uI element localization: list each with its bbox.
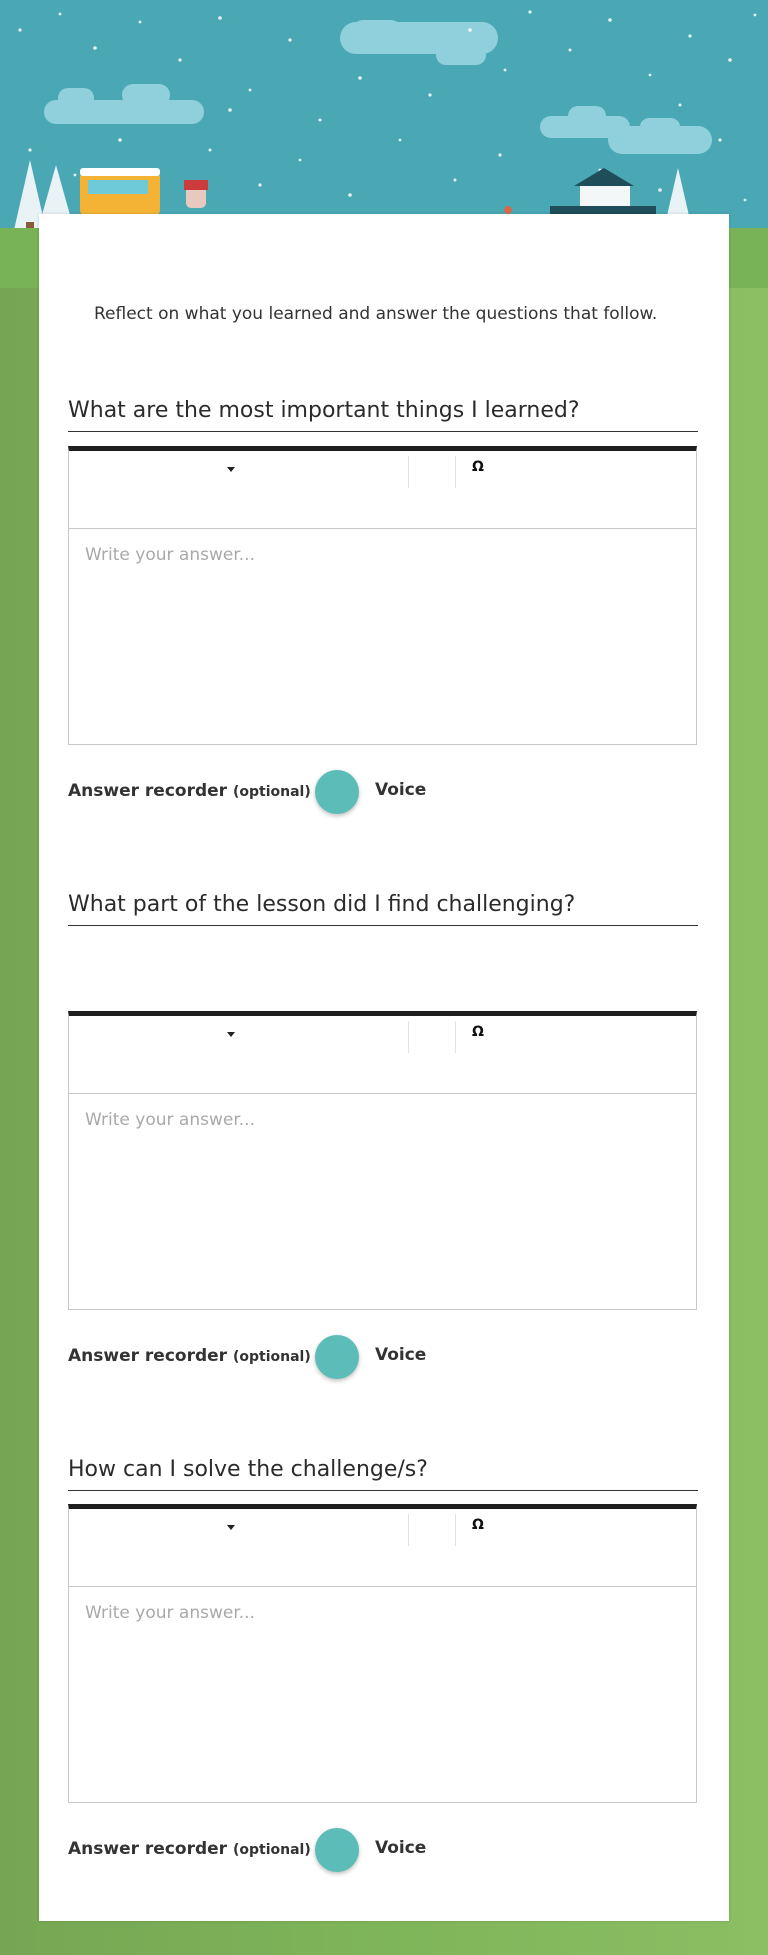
recorder-label: Answer recorder (optional) xyxy=(68,1839,311,1859)
voice-label: Voice xyxy=(375,1838,427,1858)
answer-recorder-3 xyxy=(68,1825,568,1875)
intro-text: Reflect on what you learned and answer the questions that follow. xyxy=(94,304,658,324)
worksheet-card xyxy=(39,214,729,1921)
editor-toolbar-2 xyxy=(69,1016,696,1094)
answer-input-2[interactable] xyxy=(69,1094,696,1309)
font-dropdown-caret-icon[interactable] xyxy=(227,1032,235,1037)
winter-scene-illustration xyxy=(0,0,768,250)
record-voice-button[interactable] xyxy=(315,770,359,814)
toolbar-divider xyxy=(408,1514,409,1546)
special-character-icon[interactable]: Ω xyxy=(472,1517,484,1533)
answer-editor-3 xyxy=(68,1504,697,1803)
answer-recorder-1 xyxy=(68,767,568,817)
toolbar-divider xyxy=(455,1021,456,1053)
recorder-label: Answer recorder (optional) xyxy=(68,781,311,801)
answer-input-3[interactable] xyxy=(69,1587,696,1802)
special-character-icon[interactable]: Ω xyxy=(472,459,484,475)
answer-input-1[interactable] xyxy=(69,529,696,744)
voice-label: Voice xyxy=(375,1345,427,1365)
record-voice-button[interactable] xyxy=(315,1335,359,1379)
answer-editor-1 xyxy=(68,446,697,745)
question-title-1: What are the most important things I learned? xyxy=(68,398,698,432)
toolbar-divider xyxy=(455,456,456,488)
voice-label: Voice xyxy=(375,780,427,800)
editor-toolbar-3 xyxy=(69,1509,696,1587)
editor-toolbar-1 xyxy=(69,451,696,529)
toolbar-divider xyxy=(408,1021,409,1053)
record-voice-button[interactable] xyxy=(315,1828,359,1872)
special-character-icon[interactable]: Ω xyxy=(472,1024,484,1040)
font-dropdown-caret-icon[interactable] xyxy=(227,1525,235,1530)
answer-editor-2 xyxy=(68,1011,697,1310)
toolbar-divider xyxy=(408,456,409,488)
toolbar-divider xyxy=(455,1514,456,1546)
question-title-2: What part of the lesson did I find challenging? xyxy=(68,892,698,926)
header-illustration xyxy=(0,0,768,250)
font-dropdown-caret-icon[interactable] xyxy=(227,467,235,472)
question-title-3: How can I solve the challenge/s? xyxy=(68,1457,698,1491)
recorder-label: Answer recorder (optional) xyxy=(68,1346,311,1366)
answer-recorder-2 xyxy=(68,1332,568,1382)
